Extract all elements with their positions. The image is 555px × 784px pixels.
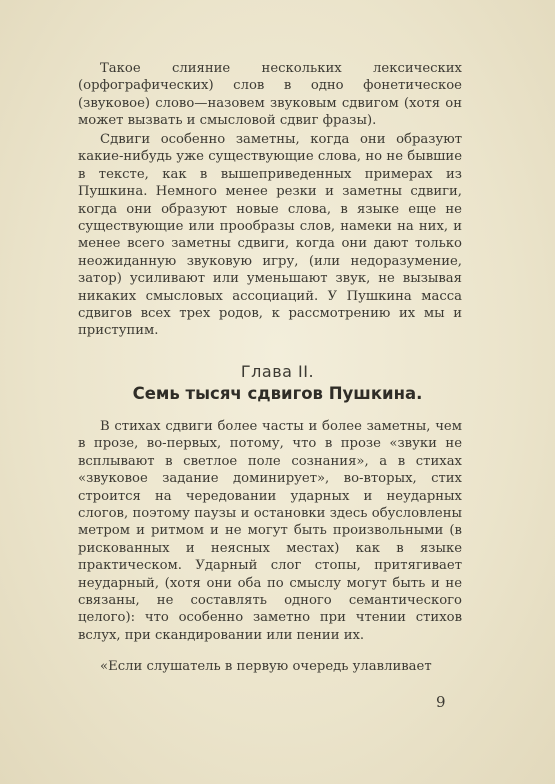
paragraph-quote-start [78,658,462,675]
page-number: 9 [436,693,446,711]
paragraph-verse-shifts [78,418,462,644]
chapter-label: Глава II. [240,362,315,381]
paragraph-text: В стихах сдвиги более часты и более заметны, чем в прозе, во-первых, потому, что в прозе «звуки не всплывают в светлое поле сознания», а в стихах «звуковое задание доминирует», во-вторых, стих строится на чередовании ударных и неударных слогов, поэтому паузы и остановки здесь обусловлены метром и ритмом и не могут быть произвольными (в рискованных и неясных местах) как в языке практическом. Ударный слог стопы, притягивает неударный, (хотя они оба по смыслу могут быть и не связаны, не составлять одного семантического целого): что особенно заметно при чтении стихов вслух, при скандировании или пении их. [78,419,462,643]
paragraph-sound-shift-definition [78,60,462,130]
paragraph-text: Такое слияние нескольких лексических (орфографических) слов в одно фонетическое (звуковое) слово—назовем звуковым сдвигом (хотя он может вызвать и смысловой сдвиг фразы). [78,61,462,129]
paragraph-shift-types [78,131,462,340]
paragraph-text: Сдвиги особенно заметны, когда они образуют какие-нибудь уже существующие слова, но не бывшие в тексте, как в вышеприведенных примерах из Пушкина. Немного менее резки и заметны сдвиги, когда они образуют новые слова, в языке еще не существующие или прообразы слов, намеки на них, и менее всего заметны сдвиги, когда они дают только неожиданную звуковую игру, (или недоразумение, затор) усиливают или уменьшают звук, не вызывая никаких смысловых ассоциаций. У Пушкина масса сдвигов всех трех родов, к рассмотрению их мы и приступим. [78,132,462,339]
paragraph-text: «Если слушатель в первую очередь улавливает [100,659,432,674]
chapter-title: Семь тысяч сдвигов Пушкина. [132,384,423,403]
